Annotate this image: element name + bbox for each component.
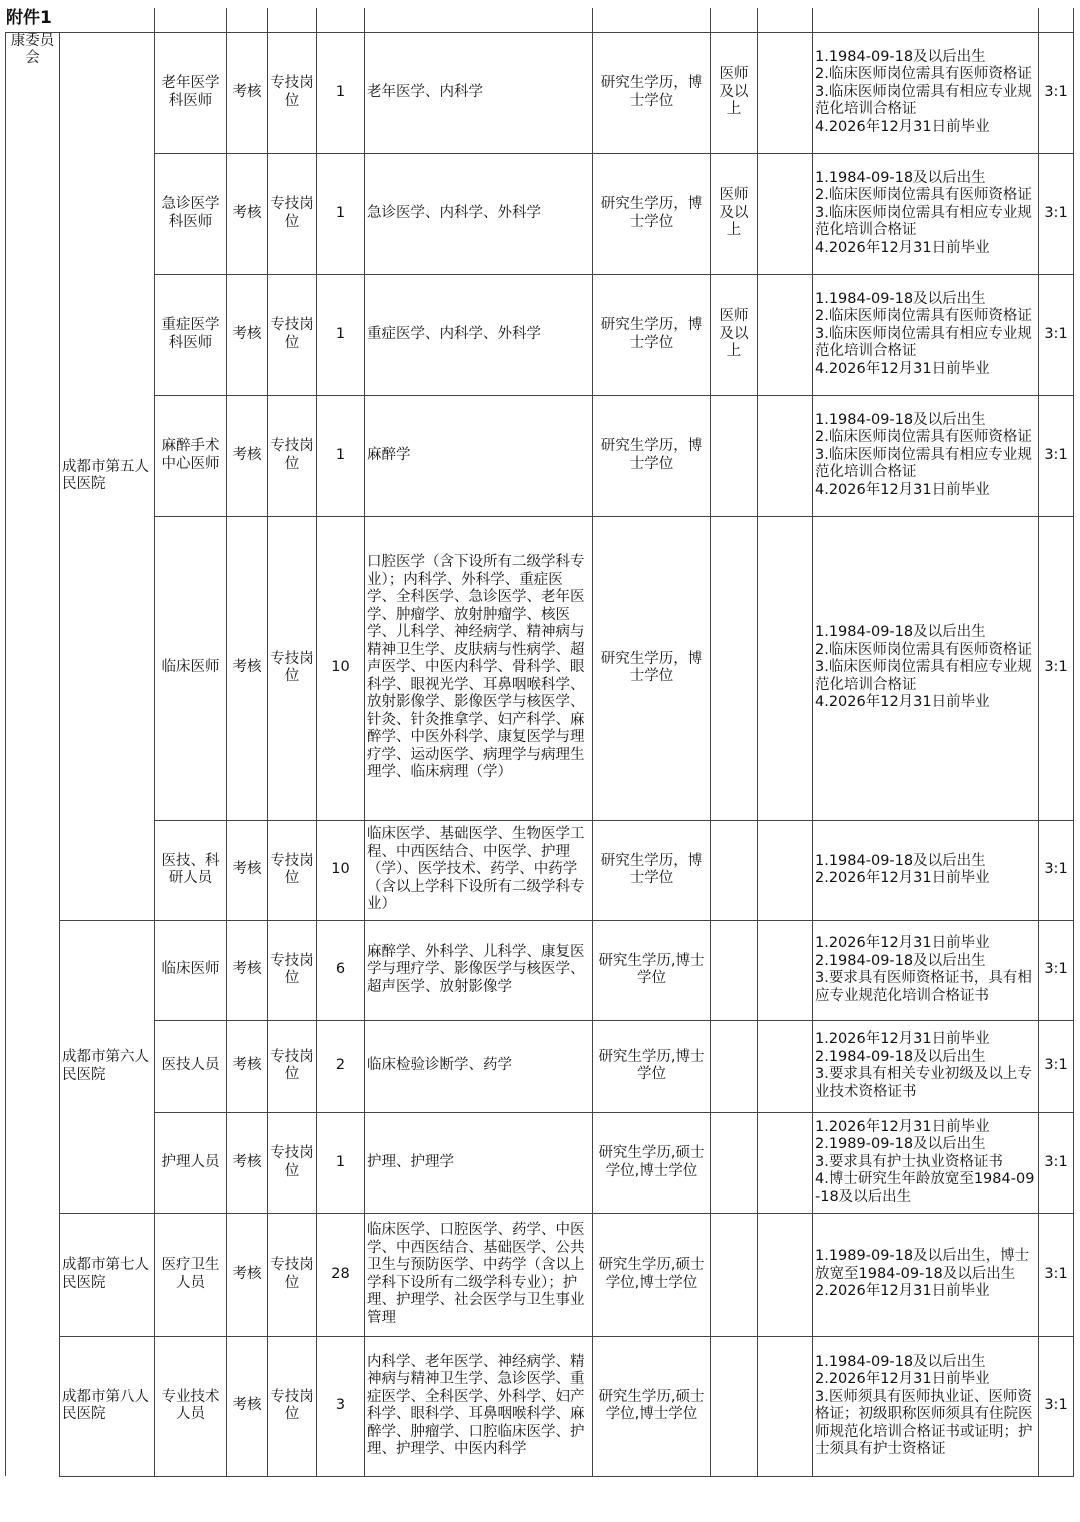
exam-ratio <box>1039 274 1074 395</box>
exam-ratio-text: 3:1 <box>1044 325 1068 342</box>
position-name-text: 临床医师 <box>161 961 220 978</box>
position-name <box>155 1020 227 1112</box>
other-requirements-text: 1.2026年12月31日前毕业 2.1984-09-18及以后出生 3.要求具有相关专业初级及以上专业技术资格证书 <box>815 1031 1032 1100</box>
major-requirement-text: 老年医学、内科学 <box>367 83 483 100</box>
position-type-text: 专技岗位 <box>270 1048 314 1082</box>
position-type-text: 专技岗位 <box>270 650 314 684</box>
recruit-method <box>227 920 268 1020</box>
other-requirements-text: 1.2026年12月31日前毕业 2.1989-09-18及以后出生 3.要求具有护士执业资格证书 4.博士研究生年龄放宽至1984-09-18及以后出生 <box>815 1118 1035 1205</box>
position-type-text: 专技岗位 <box>270 852 314 886</box>
blank-cell <box>758 516 813 820</box>
exam-ratio-text: 3:1 <box>1044 961 1068 978</box>
major-requirement <box>365 920 593 1020</box>
recruit-count <box>317 274 365 395</box>
recruitment-table <box>5 8 1074 1477</box>
table-row <box>6 1213 1074 1336</box>
position-type <box>268 1112 317 1213</box>
exam-ratio-text: 3:1 <box>1044 1397 1068 1414</box>
header-cell <box>593 8 711 32</box>
position-name-text: 医技、科研人员 <box>161 852 220 886</box>
recruit-count-text: 10 <box>331 659 350 676</box>
position-name-text: 医疗卫生人员 <box>161 1257 220 1291</box>
education-requirement <box>593 1336 711 1476</box>
department-cell-text: 康委员会 <box>10 32 55 66</box>
table-row <box>6 920 1074 1020</box>
major-requirement <box>365 1213 593 1336</box>
position-type <box>268 516 317 820</box>
header-cell <box>365 8 593 32</box>
blank-cell <box>758 153 813 274</box>
header-cell <box>317 8 365 32</box>
other-requirements <box>813 32 1039 153</box>
position-name-text: 重症医学科医师 <box>161 317 220 351</box>
recruit-count <box>317 1020 365 1112</box>
recruit-method-text: 考核 <box>232 325 262 342</box>
education-requirement-text: 研究生学历，博士学位 <box>600 852 703 886</box>
education-requirement <box>593 395 711 516</box>
other-requirements <box>813 395 1039 516</box>
title-requirement <box>711 395 758 516</box>
other-requirements <box>813 1020 1039 1112</box>
major-requirement <box>365 1336 593 1476</box>
title-requirement <box>711 1336 758 1476</box>
position-name-text: 急诊医学科医师 <box>161 196 220 230</box>
position-type <box>268 153 317 274</box>
position-name <box>155 274 227 395</box>
other-requirements-text: 1.1984-09-18及以后出生 2.临床医师岗位需具有医师资格证 3.临床医师岗位需具有相应专业规范化培训合格证 4.2026年12月31日前毕业 <box>815 169 1032 256</box>
exam-ratio-text: 3:1 <box>1044 446 1068 463</box>
position-name <box>155 32 227 153</box>
position-name <box>155 920 227 1020</box>
position-type <box>268 920 317 1020</box>
title-requirement-text: 医师及以上 <box>719 187 749 239</box>
blank-cell <box>758 1112 813 1213</box>
position-type-text: 专技岗位 <box>270 1388 314 1422</box>
recruit-method-text: 考核 <box>232 1265 262 1282</box>
education-requirement-text: 研究生学历,硕士学位,博士学位 <box>598 1257 705 1291</box>
recruit-method-text: 考核 <box>232 83 262 100</box>
recruit-count-text: 1 <box>335 1153 346 1170</box>
other-requirements <box>813 1112 1039 1213</box>
education-requirement-text: 研究生学历，博士学位 <box>600 438 703 472</box>
position-type <box>268 1336 317 1476</box>
table-row <box>6 153 1074 274</box>
recruit-count-text: 28 <box>331 1265 350 1282</box>
recruit-count-text: 1 <box>335 204 346 221</box>
title-requirement <box>711 1213 758 1336</box>
major-requirement-text: 急诊医学、内科学、外科学 <box>367 204 541 221</box>
position-name <box>155 395 227 516</box>
major-requirement <box>365 274 593 395</box>
other-requirements <box>813 153 1039 274</box>
recruit-method-text: 考核 <box>232 961 262 978</box>
hospital-name <box>60 1336 155 1476</box>
exam-ratio <box>1039 516 1074 820</box>
education-requirement <box>593 820 711 920</box>
header-cell <box>813 8 1039 32</box>
position-type <box>268 274 317 395</box>
blank-cell <box>758 1020 813 1112</box>
education-requirement <box>593 1213 711 1336</box>
table-row <box>6 516 1074 820</box>
header-cell <box>758 8 813 32</box>
recruit-count <box>317 920 365 1020</box>
education-requirement <box>593 1112 711 1213</box>
title-requirement <box>711 1020 758 1112</box>
hospital-name <box>60 32 155 920</box>
education-requirement-text: 研究生学历,硕士学位,博士学位 <box>598 1145 705 1179</box>
header-cell <box>60 8 155 32</box>
hospital-name-text: 成都市第五人民医院 <box>62 458 149 492</box>
education-requirement-text: 研究生学历，博士学位 <box>600 317 703 351</box>
major-requirement-text: 临床医学、口腔医学、药学、中医学、中西医结合、基础医学、公共卫生与预防医学、中药学（含以上学科下设所有二级学科专业）；护理、护理学、社会医学与卫生事业管理 <box>367 1222 585 1326</box>
major-requirement <box>365 516 593 820</box>
education-requirement-text: 研究生学历,博士学位 <box>598 1048 705 1082</box>
exam-ratio <box>1039 1336 1074 1476</box>
other-requirements-text: 1.1989-09-18及以后出生，博士放宽至1984-09-18及以后出生 2.2026年12月31日前毕业 <box>815 1248 1030 1300</box>
major-requirement-text: 内科学、老年医学、神经病学、精神病与精神卫生学、急诊医学、重症医学、全科医学、外科学、妇产科学、眼科学、耳鼻咽喉科学、麻醉学、肿瘤学、口腔临床医学、护理、护理学、中医内科学 <box>367 1353 585 1457</box>
other-requirements-text: 1.1984-09-18及以后出生 2.临床医师岗位需具有医师资格证 3.临床医师岗位需具有相应专业规范化培训合格证 4.2026年12月31日前毕业 <box>815 290 1032 377</box>
position-type <box>268 1020 317 1112</box>
major-requirement-text: 麻醉学、外科学、儿科学、康复医学与理疗学、影像医学与核医学、超声医学、放射影像学 <box>367 943 585 995</box>
recruit-method <box>227 153 268 274</box>
hospital-name-text: 成都市第六人民医院 <box>62 1049 149 1083</box>
title-requirement <box>711 32 758 153</box>
attachment-label: 附件1 <box>6 8 52 28</box>
recruit-method <box>227 516 268 820</box>
header-cell <box>6 8 60 32</box>
position-name-text: 临床医师 <box>161 659 220 676</box>
recruit-method-text: 考核 <box>232 1397 262 1414</box>
table-row <box>6 1112 1074 1213</box>
recruit-method <box>227 1112 268 1213</box>
recruit-method-text: 考核 <box>232 446 262 463</box>
position-name-text: 老年医学科医师 <box>161 75 220 109</box>
table-row <box>6 274 1074 395</box>
blank-cell <box>758 1336 813 1476</box>
recruit-method <box>227 1336 268 1476</box>
major-requirement-text: 口腔医学（含下设所有二级学科专业）；内科学、外科学、重症医学、全科医学、急诊医学、老年医学、肿瘤学、放射肿瘤学、核医学、儿科学、神经病学、精神病与精神卫生学、皮肤病与性病学、超声医学、中医内科学、骨科学、眼科学、眼视光学、耳鼻咽喉科学、放射影像学、影像医学与核医学、针灸、针灸推拿学、妇产科学、麻醉学、中医外科学、康复医学与理疗学、运动医学、病理学与病理生理学、临床病理（学） <box>367 554 585 781</box>
title-requirement-text: 医师及以上 <box>719 66 749 118</box>
position-type-text: 专技岗位 <box>270 1257 314 1291</box>
other-requirements-text: 1.1984-09-18及以后出生 2.临床医师岗位需具有医师资格证 3.临床医师岗位需具有相应专业规范化培训合格证 4.2026年12月31日前毕业 <box>815 411 1032 498</box>
recruit-count-text: 3 <box>335 1397 346 1414</box>
education-requirement-text: 研究生学历，博士学位 <box>600 75 703 109</box>
department-cell <box>6 32 60 1476</box>
education-requirement-text: 研究生学历,博士学位 <box>598 952 705 986</box>
recruit-method <box>227 820 268 920</box>
education-requirement <box>593 1020 711 1112</box>
recruit-method-text: 考核 <box>232 1057 262 1074</box>
exam-ratio-text: 3:1 <box>1044 1153 1068 1170</box>
position-type <box>268 395 317 516</box>
recruit-method <box>227 395 268 516</box>
major-requirement <box>365 153 593 274</box>
recruit-method <box>227 32 268 153</box>
position-name-text: 专业技术人员 <box>161 1388 220 1422</box>
other-requirements <box>813 820 1039 920</box>
other-requirements <box>813 516 1039 820</box>
major-requirement-text: 麻醉学 <box>367 446 411 463</box>
recruit-count-text: 1 <box>335 83 346 100</box>
header-cell <box>1039 8 1074 32</box>
exam-ratio <box>1039 153 1074 274</box>
major-requirement-text: 护理、护理学 <box>367 1153 454 1170</box>
major-requirement <box>365 32 593 153</box>
education-requirement <box>593 153 711 274</box>
recruit-count <box>317 820 365 920</box>
education-requirement-text: 研究生学历，博士学位 <box>600 196 703 230</box>
position-type <box>268 1213 317 1336</box>
recruit-count <box>317 1213 365 1336</box>
major-requirement-text: 重症医学、内科学、外科学 <box>367 325 541 342</box>
recruit-count-text: 2 <box>335 1057 346 1074</box>
exam-ratio <box>1039 1112 1074 1213</box>
major-requirement-text: 临床检验诊断学、药学 <box>367 1057 512 1074</box>
other-requirements <box>813 1336 1039 1476</box>
recruit-count-text: 1 <box>335 446 346 463</box>
recruit-method-text: 考核 <box>232 1153 262 1170</box>
education-requirement <box>593 32 711 153</box>
other-requirements <box>813 1213 1039 1336</box>
position-name <box>155 153 227 274</box>
exam-ratio-text: 3:1 <box>1044 1057 1068 1074</box>
other-requirements-text: 1.1984-09-18及以后出生 2.临床医师岗位需具有医师资格证 3.临床医师岗位需具有相应专业规范化培训合格证 4.2026年12月31日前毕业 <box>815 624 1032 711</box>
other-requirements-text: 1.1984-09-18及以后出生 2.2026年12月31日前毕业 3.医师须具有医师执业证、医师资格证；初级职称医师须具有住院医师规范化培训合格证书或证明；护士须具有护士资格证 <box>815 1353 1033 1457</box>
header-cell <box>268 8 317 32</box>
position-name <box>155 516 227 820</box>
exam-ratio <box>1039 32 1074 153</box>
other-requirements-text: 1.1984-09-18及以后出生 2.临床医师岗位需具有医师资格证 3.临床医师岗位需具有相应专业规范化培训合格证 4.2026年12月31日前毕业 <box>815 48 1032 135</box>
header-cell <box>155 8 227 32</box>
recruit-method-text: 考核 <box>232 204 262 221</box>
header-cell <box>711 8 758 32</box>
position-type <box>268 32 317 153</box>
exam-ratio-text: 3:1 <box>1044 1265 1068 1282</box>
title-requirement <box>711 820 758 920</box>
recruit-count-text: 1 <box>335 325 346 342</box>
blank-cell <box>758 395 813 516</box>
position-name <box>155 1112 227 1213</box>
position-type-text: 专技岗位 <box>270 952 314 986</box>
other-requirements-text: 1.2026年12月31日前毕业 2.1984-09-18及以后出生 3.要求具有医师资格证书，具有相应专业规范化培训合格证书 <box>815 935 1032 1004</box>
position-type-text: 专技岗位 <box>270 317 314 351</box>
other-requirements <box>813 274 1039 395</box>
education-requirement-text: 研究生学历，博士学位 <box>600 650 703 684</box>
hospital-name-text: 成都市第七人民医院 <box>62 1257 149 1291</box>
education-requirement <box>593 274 711 395</box>
title-requirement-text: 医师及以上 <box>719 308 749 360</box>
recruit-count-text: 10 <box>331 861 350 878</box>
position-name-text: 麻醉手术中心医师 <box>161 438 220 472</box>
title-requirement <box>711 516 758 820</box>
blank-cell <box>758 274 813 395</box>
position-type-text: 专技岗位 <box>270 196 314 230</box>
major-requirement <box>365 820 593 920</box>
position-type-text: 专技岗位 <box>270 75 314 109</box>
recruit-count <box>317 516 365 820</box>
title-requirement <box>711 153 758 274</box>
major-requirement <box>365 1020 593 1112</box>
title-requirement <box>711 920 758 1020</box>
blank-cell <box>758 820 813 920</box>
position-type <box>268 820 317 920</box>
blank-cell <box>758 1213 813 1336</box>
table-row <box>6 395 1074 516</box>
recruit-method <box>227 1213 268 1336</box>
position-name-text: 医技人员 <box>161 1057 220 1074</box>
recruit-count <box>317 153 365 274</box>
recruit-count <box>317 32 365 153</box>
other-requirements-text: 1.1984-09-18及以后出生 2.2026年12月31日前毕业 <box>815 852 990 886</box>
major-requirement-text: 临床医学、基础医学、生物医学工程、中西医结合、中医学、护理（学）、医学技术、药学、中药学（含以上学科下设所有二级学科专业） <box>367 826 585 913</box>
education-requirement-text: 研究生学历,硕士学位,博士学位 <box>598 1388 705 1422</box>
exam-ratio-text: 3:1 <box>1044 204 1068 221</box>
exam-ratio-text: 3:1 <box>1044 83 1068 100</box>
hospital-name <box>60 1213 155 1336</box>
exam-ratio <box>1039 820 1074 920</box>
recruit-method <box>227 1020 268 1112</box>
recruit-count <box>317 395 365 516</box>
table-row <box>6 1020 1074 1112</box>
recruit-count <box>317 1112 365 1213</box>
exam-ratio <box>1039 1020 1074 1112</box>
table-row <box>6 32 1074 153</box>
position-name <box>155 1336 227 1476</box>
recruit-method <box>227 274 268 395</box>
position-name <box>155 1213 227 1336</box>
table-row <box>6 820 1074 920</box>
exam-ratio <box>1039 395 1074 516</box>
recruit-count-text: 6 <box>335 961 346 978</box>
major-requirement <box>365 395 593 516</box>
title-requirement <box>711 274 758 395</box>
hospital-name-text: 成都市第八人民医院 <box>62 1388 149 1422</box>
blank-cell <box>758 32 813 153</box>
position-type-text: 专技岗位 <box>270 1145 314 1179</box>
table-row <box>6 1336 1074 1476</box>
exam-ratio <box>1039 1213 1074 1336</box>
recruit-count <box>317 1336 365 1476</box>
position-name-text: 护理人员 <box>161 1153 220 1170</box>
title-row <box>6 8 1074 32</box>
title-requirement <box>711 1112 758 1213</box>
recruit-method-text: 考核 <box>232 659 262 676</box>
blank-cell <box>758 920 813 1020</box>
other-requirements <box>813 920 1039 1020</box>
header-cell <box>227 8 268 32</box>
education-requirement <box>593 920 711 1020</box>
hospital-name <box>60 920 155 1213</box>
recruit-method-text: 考核 <box>232 861 262 878</box>
exam-ratio <box>1039 920 1074 1020</box>
position-type-text: 专技岗位 <box>270 438 314 472</box>
education-requirement <box>593 516 711 820</box>
position-name <box>155 820 227 920</box>
exam-ratio-text: 3:1 <box>1044 861 1068 878</box>
exam-ratio-text: 3:1 <box>1044 659 1068 676</box>
major-requirement <box>365 1112 593 1213</box>
